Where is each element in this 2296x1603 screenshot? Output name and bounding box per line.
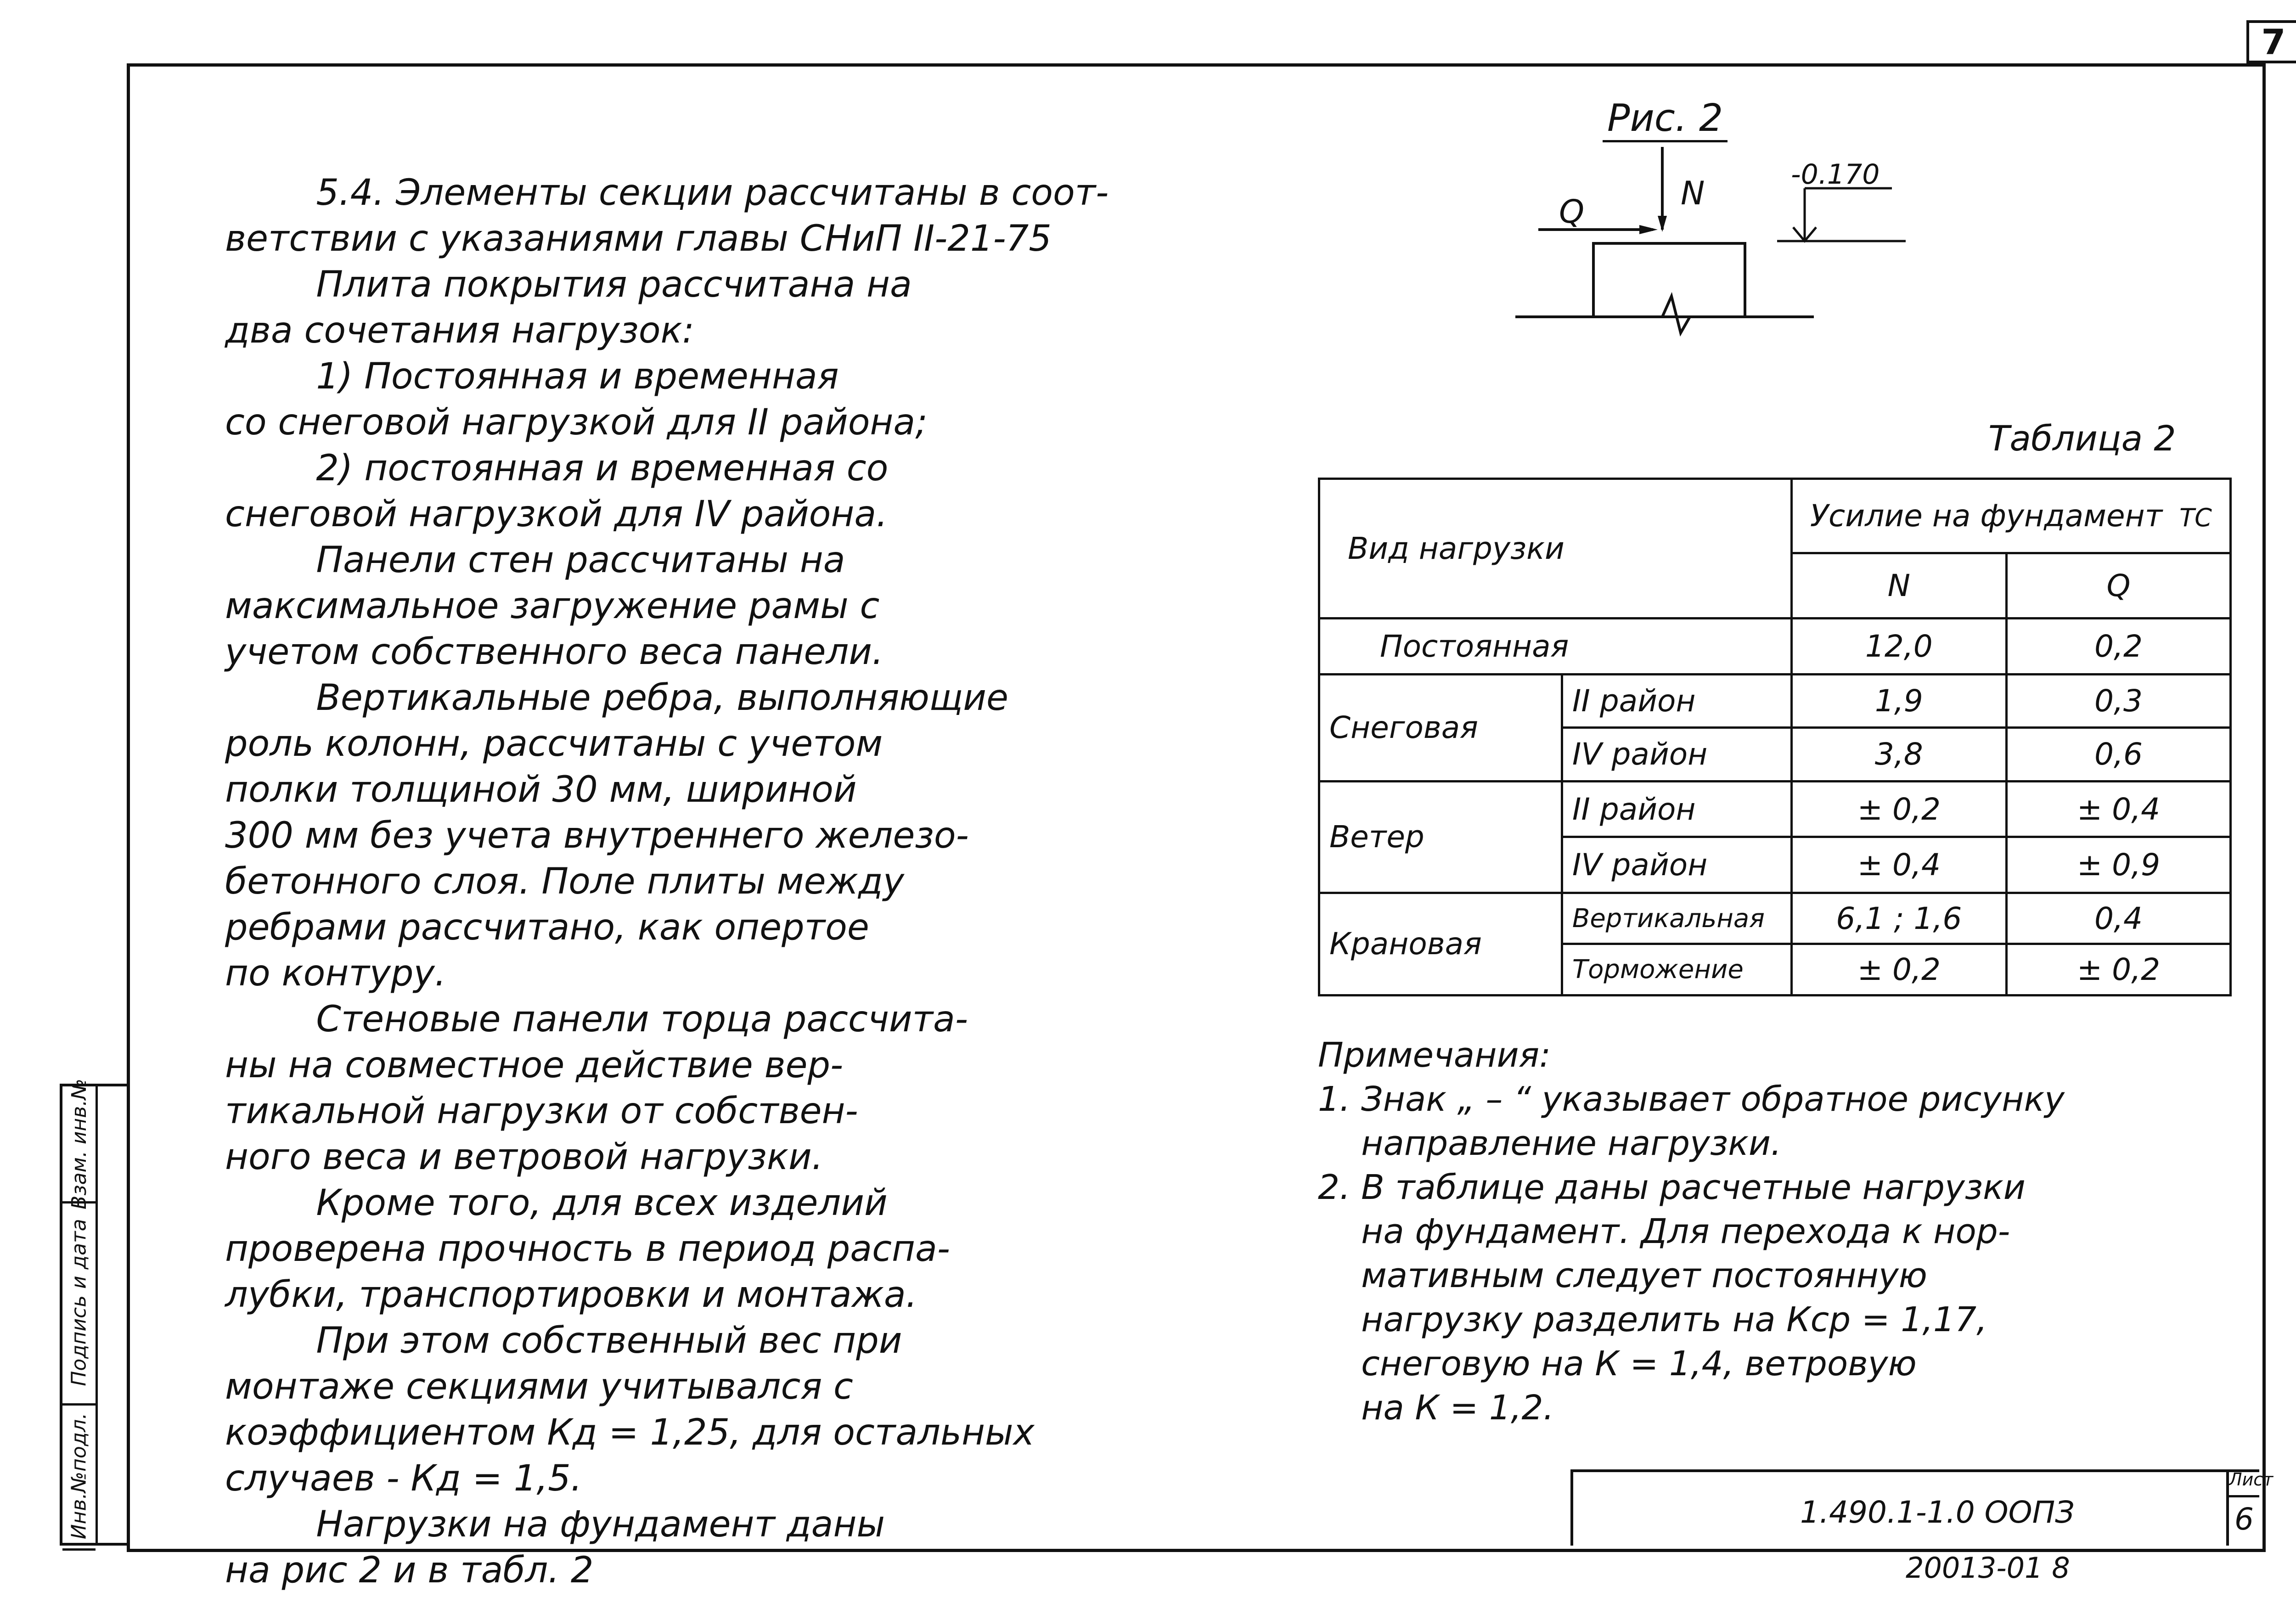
text-line: со снеговой нагрузкой для II района; [225,402,928,443]
cell-q: ± 0,2 [2006,944,2230,996]
text-line: При этом собственный вес при [225,1320,902,1361]
text-line: тикальной нагрузки от собствен- [225,1091,858,1132]
strip-divider [96,1086,98,1543]
cell-type: Постоянная [1319,619,1792,675]
cell-q: 0,4 [2006,893,2230,944]
text-line: 300 мм без учета внутреннего железо- [225,815,969,856]
notes-title: Примечания: [1318,1035,1551,1075]
bottom-code: 20013-01 8 [1906,1551,2070,1585]
table-row [1319,893,2231,944]
cell-q: 0,6 [2006,728,2230,782]
figure-title: Рис. 2 [1603,96,1728,142]
header-force [1791,479,2230,553]
text-line: бетонного слоя. Поле плиты между [225,861,904,902]
note-line: 2. В таблице даны расчетные нагрузки [1318,1168,2026,1207]
cell-sub: Торможение [1562,944,1791,996]
document-code: 1.490.1-1.0 ООПЗ [1800,1495,2075,1530]
text-line: учетом собственного веса панели. [225,631,884,673]
cell-sub: IV район [1562,837,1791,893]
text-line: полки толщиной 30 мм, шириной [225,769,857,810]
text-line: Кроме того, для всех изделий [225,1182,888,1224]
cell-q: 0,3 [2006,674,2230,728]
header-col-n: N [1791,553,2006,619]
text-line: роль колонн, рассчитаны с учетом [225,723,883,765]
cell-q: 0,2 [2006,619,2230,675]
strip-label: Подпись и дата [67,1218,91,1386]
note-line: 1. Знак „ – “ указывает обратное рисунку [1318,1080,2065,1119]
text-line: 1) Постоянная и временная [225,356,839,397]
ground-line [1515,296,1814,333]
note-line: на К = 1,2. [1318,1388,1554,1428]
table-row [1319,674,2231,728]
cell-sub: Вертикальная [1562,893,1791,944]
sheet-number: 6 [2234,1502,2254,1537]
text-line: два сочетания нагрузок: [225,310,694,351]
text-line: на рис 2 и в табл. 2 [225,1550,594,1591]
text-line: ребрами рассчитано, как опертое [225,907,869,948]
cell-n: ± 0,2 [1791,781,2006,837]
strip-label: Взам. инв.№ [67,1078,91,1209]
strip-cell-inv-podl [62,1403,96,1551]
note-line: направление нагрузки. [1318,1124,1782,1163]
text-line: лубки, транспортировки и монтажа. [225,1274,917,1316]
sheet-label: Лист [2229,1469,2259,1497]
sheet-box [2226,1469,2273,1546]
text-line: монтаже секциями учитывался с [225,1366,853,1407]
text-line: случаев - Кд = 1,5. [225,1458,582,1499]
foundation-load-table [1318,478,2232,996]
label-n: N [1681,174,1705,212]
cell-q: ± 0,9 [2006,837,2230,893]
cell-n: 6,1 ; 1,6 [1791,893,2006,944]
text-line: 5.4. Элементы секции рассчитаны в соот- [225,172,1109,214]
text-line: по контуру. [225,953,446,994]
text-line: Нагрузки на фундамент даны [225,1504,885,1545]
note-line: мативным следует постоянную [1318,1256,1927,1295]
elevation-label: -0.170 [1791,158,1880,191]
cell-q: ± 0,4 [2006,781,2230,837]
text-line: Стеновые панели торца рассчита- [225,999,968,1040]
header-force-text: Усилие на фундамент [1810,498,2163,534]
note-line: на фундамент. Для перехода к нор- [1318,1212,2010,1251]
cell-n: 3,8 [1791,728,2006,782]
note-line: снеговую на К = 1,4, ветровую [1318,1344,1917,1384]
strip-label: Инв.№подл. [67,1412,91,1539]
cell-type: Крановая [1319,893,1562,995]
label-q: Q [1559,193,1585,231]
table-row [1319,781,2231,837]
cell-n: ± 0,2 [1791,944,2006,996]
left-title-strip [60,1078,127,1546]
cell-n: 12,0 [1791,619,2006,675]
strip-cell-vzam-inv [62,1078,96,1209]
text-line: Плита покрытия рассчитана на [225,264,912,305]
text-line: ного веса и ветровой нагрузки. [225,1136,823,1178]
cell-n: ± 0,4 [1791,837,2006,893]
header-load-type: Вид нагрузки [1319,479,1792,619]
text-line: ветствии с указаниями главы СНиП II-21-75 [225,218,1052,259]
text-line: снеговой нагрузкой для IV района. [225,494,888,535]
table-row [1319,619,2231,675]
foundation-block [1593,243,1745,317]
cell-type: Ветер [1319,781,1562,893]
note-line: нагрузку разделить на Кср = 1,17, [1318,1300,1987,1339]
load-n-arrowhead [1658,216,1667,232]
text-line: 2) постоянная и временная со [225,448,889,489]
main-text [225,170,1143,1593]
cell-sub: II район [1562,781,1791,837]
corner-page-number: 7 [2246,20,2296,63]
text-line: коэффициентом Кд = 1,25, для остальных [225,1412,1035,1453]
header-col-q: Q [2006,553,2230,619]
text-line: максимальное загружение рамы с [225,585,880,627]
strip-cell-signature-date [62,1201,96,1406]
text-line: Вертикальные ребра, выполняющие [225,677,1008,719]
notes [1318,1033,2065,1430]
table-title: Таблица 2 [1988,418,2176,459]
cell-n: 1,9 [1791,674,2006,728]
cell-type: Снеговая [1319,674,1562,781]
cell-sub: II район [1562,674,1791,728]
text-line: ны на совместное действие вер- [225,1045,844,1086]
text-line: Панели стен рассчитаны на [225,540,845,581]
text-line: проверена прочность в период распа- [225,1228,950,1270]
load-q-arrowhead [1639,225,1658,234]
header-unit: ТС [2179,503,2212,533]
cell-sub: IV район [1562,728,1791,782]
